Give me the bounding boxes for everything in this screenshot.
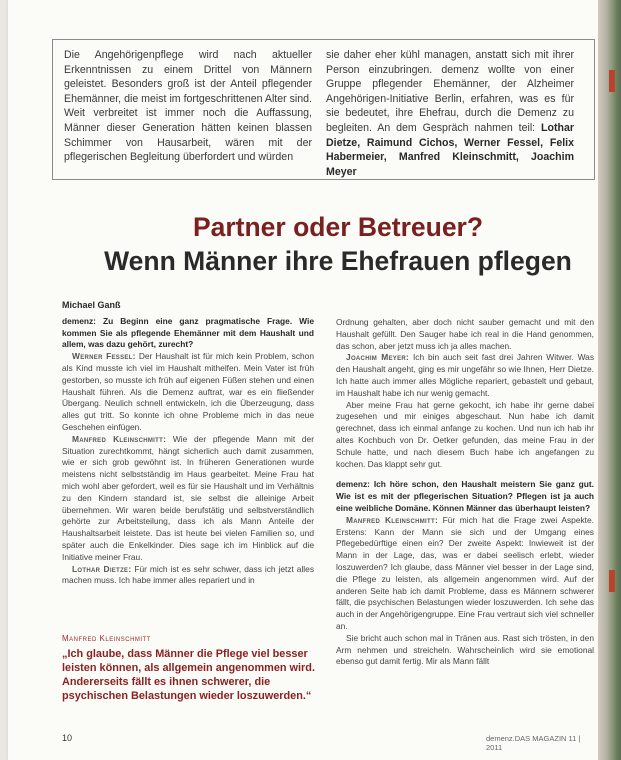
article-column-right: [336, 317, 594, 668]
paragraph-text: Ich bin auch seit fast drei Jahren Witwer. Was den Haushalt angeht, ging es mir ungefähr so wie Ihnen, Herr Dietze. Ich hatte auch immer alles Mögliche repariert, gebastelt und gebaut, im Haushalt habe ich nur wenig gemacht.: [336, 352, 595, 398]
answer-paragraph: [62, 351, 314, 434]
answer-paragraph: [62, 434, 314, 564]
article-column-left: [62, 300, 314, 587]
interview-question-2: demenz: Ich höre schon, den Haushalt meistern Sie ganz gut. Wie ist es mit der pflegerischen Situation? Pflegen ist ja auch eine weibliche Domäne. Können Männer das überhaupt leisten?: [336, 479, 594, 513]
speaker-name: Lothar Dietze:: [72, 563, 132, 574]
page-edge-marker: [609, 70, 615, 92]
speaker-name: Manfred Kleinschmitt:: [72, 433, 167, 444]
speaker-name: Manfred Kleinschmitt:: [346, 514, 439, 525]
answer-paragraph: [336, 352, 594, 399]
speaker-name: Werner Fessel:: [72, 351, 136, 362]
answer-paragraph: Sie bricht auch schon mal in Tränen aus. Rast sich trösten, in den Arm nehmen und streicheln. Wahrscheinlich wird sie emotional ebenso gut damit fertig. Mir als Mann fällt: [336, 632, 594, 667]
paragraph-text: Der Haushalt ist für mich kein Problem, schon als Kind musste ich viel im Haushalt mithelfen. Mein Vater ist früh gestorben, so musste ich früh auf eigenen Füßen stehen und einen Haushalt führen. Als die Demenz auftrat, war es ein fließender Übergang. Neulich schnell entwickeln, ich die Überzeugung, dass alles gut tritt. So konnte ich ohne Probleme mich in das neue Geschehen einfügen.: [62, 351, 314, 432]
pull-quote-speaker: Manfred Kleinschmitt: [62, 634, 151, 643]
magazine-footer: demenz.DAS MAGAZIN 11 | 2011: [486, 734, 581, 752]
intro-column-right: [326, 48, 574, 179]
answer-paragraph: Aber meine Frau hat gerne gekocht, ich habe ihr gerne dabei zugesehen und mir einiges abgeschaut. Nun habe ich damit gerechnet, dass ich einmal anfange zu kochen. Und nun ich hab ihr altes Kochbuch von Dr. Oetker gefunden, das meine Frau in der Schule hatte, und nach diesem Buch habe ich angefangen zu kochen. Das klappt sehr gut.: [336, 399, 594, 469]
page-number: 10: [62, 733, 73, 743]
answer-paragraph: [62, 564, 314, 588]
paragraph-text: Für mich ist es sehr schwer, dass ich jetzt alles machen muss. Ich habe immer alles repariert und in: [62, 563, 315, 586]
title-line-1: Partner oder Betreuer?: [192, 212, 484, 242]
intro-column-left: [64, 48, 312, 165]
interview-question-1: demenz: Zu Beginn eine ganz pragmatische Frage. Wie kommen Sie als pflegende Ehemänner mit dem Haushalt und allem, was dazu gehört, zurecht?: [62, 315, 314, 350]
paragraph-text: Wie der pflegende Mann mit der Situation zurechtkommt, hängt sicherlich auch damit zusammen, wie er sich grob gewöhnt ist. In früheren Generationen wurde meistens nicht selbstständig im Haus gearbeitet. Meine Frau hat mich wohl aber gefordert, weil es für sie Haushalt und im Verhältnis zu den Kindern standard ist, sie selbst die alleinige Arbeit übernehmen. Wir waren beide berufstätig und selbstverständlich gehörte zur Arbeitsteilung, dass ich als Mann Anteile der Haushaltsarbeit leistete. Das ist heute bei vielen Familien so, und später auch die Enkelkinder. Dies sage ich im Hinblick auf die Initiative meiner Frau.: [62, 433, 314, 562]
paragraph-text: Für mich hat die Frage zwei Aspekte. Erstens: Kann der Mann sie sich und der Umgang eines Pflegebedürftige einen ein? Der zweite Aspekt: Inwieweit ist der Mann in der Lage, das, was er dabei seelisch erlebt, wieder loszuwerden? Ich glaube, dass Männer viel besser in der Lage sind, die Pflege zu leisten, als allgemein angenommen wird. Auf der anderen Seite hab ich damit Probleme, dass es Männern schwerer fällt, die psychischen Belastungen wieder loszuwerden. Ich sehe das auch in der Angehörigengruppe. Eine Frau vertraut sich viel schneller an.: [336, 514, 594, 631]
article-title: [58, 210, 618, 278]
pull-quote-text: „Ich glaube, dass Männer die Pflege viel besser leisten können, als allgemein angenommen wird. Andererseits fällt es ihnen schwerer, die psychischen Belastungen wieder loszuwerden.“: [62, 648, 315, 702]
answer-paragraph: [336, 515, 594, 633]
participant-names: Lothar Dietze, Raimund Cichos, Werner Fessel, Felix Habermeier, Manfred Kleinschmitt, Joachim Meyer: [326, 121, 574, 178]
intro-text-left: Die Angehörigenpflege wird nach aktueller Erkenntnissen zu einem Drittel von Männern geleistet. Besonders groß ist der Anteil pflegender Ehemänner, die meist im fortgeschrittenen Alter sind. Weit verbreitet ist immer noch die Auffassung, Männer dieser Generation hätten keinen blassen Schimmer von Hausarbeit, wären mit der pflegerischen Begleitung überfordert und würden: [64, 49, 312, 164]
page-edge-marker: [609, 570, 615, 592]
paragraph-continuation: Ordnung gehalten, aber doch nicht sauber gemacht und mit den Haushalt gefüllt. Den Sauger habe ich real in die Hand genommen, das schon, aber jetzt muss ich ja alles machen.: [336, 317, 594, 351]
magazine-page: [8, 0, 598, 760]
title-line-2: Wenn Männer ihre Ehefrauen pflegen: [104, 246, 572, 276]
intro-text-right: sie daher eher kühl managen, anstatt sich mit ihrer Person einzubringen. demenz wollte von einer Gruppe pflegender Ehemänner, der Alzheimer Angehörigen-Initiative Berlin, erfahren, was es für sie bedeutet, ihre Ehefrau, durch die Demenz zu begleiten. An dem Gespräch nahmen teil:: [326, 49, 574, 134]
adjacent-page-edge: [598, 0, 621, 760]
author-name: Michael Ganß: [62, 300, 121, 310]
speaker-name: Joachim Meyer:: [346, 352, 410, 363]
pull-quote: [62, 634, 324, 703]
paragraph-gap: [336, 470, 594, 479]
